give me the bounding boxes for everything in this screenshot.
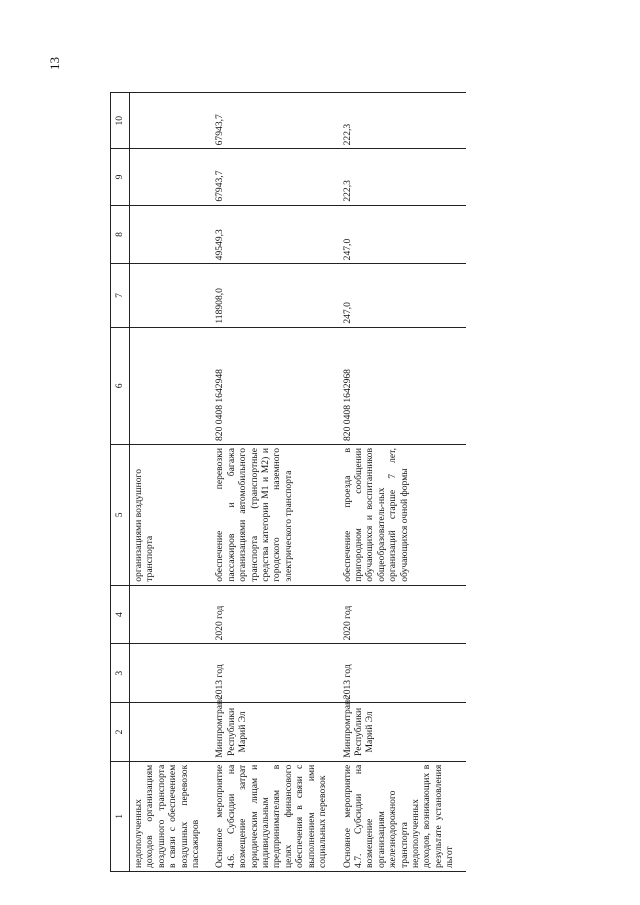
value-cell-col9: 222,3 <box>339 149 466 205</box>
budget-code-cell: 820 0408 1642968 <box>339 327 466 444</box>
value-cell-col7 <box>130 264 212 327</box>
expected-result-cell: обеспечение проезда в пригородном сообщении обучающихся и воспитанников общеобразователь-ных организаций старше 7 лет, обучающихся очной формы <box>339 444 466 585</box>
table-header-row <box>111 93 130 872</box>
value-cell-col8 <box>130 205 212 264</box>
start-year-cell: 2013 год <box>211 644 338 703</box>
end-year-cell <box>130 585 212 644</box>
program-table <box>110 92 466 872</box>
end-year-cell: 2020 год <box>339 585 466 644</box>
column-header: 4 <box>111 585 130 644</box>
end-year-cell: 2020 год <box>211 585 338 644</box>
value-cell-col9: 67943,7 <box>211 149 338 205</box>
budget-code-cell: 820 0408 1642948 <box>211 327 338 444</box>
value-cell-col10 <box>130 93 212 149</box>
measure-name-cell: Основное мероприятие 4.7. Субсидии на возмещение организациям железнодорожного транспорта недополученных доходов, возникающих в результате установления льгот <box>339 761 466 871</box>
value-cell-col9 <box>130 149 212 205</box>
column-header: 2 <box>111 703 130 762</box>
budget-code-cell <box>130 327 212 444</box>
column-header: 5 <box>111 444 130 585</box>
column-header: 7 <box>111 264 130 327</box>
column-header: 6 <box>111 327 130 444</box>
measure-name-cell: недополученных доходов организациям воздушного транспорта в связи с обеспечением воздушных перевозок пассажиров <box>130 761 212 871</box>
expected-result-cell: организациями воздушного транспорта <box>130 444 212 585</box>
table-row <box>211 93 338 872</box>
start-year-cell: 2013 год <box>339 644 466 703</box>
column-header: 9 <box>111 149 130 205</box>
column-header: 3 <box>111 644 130 703</box>
measure-name-cell: Основное мероприятие 4.6. Субсидии на возмещение затрат юридическим лицам и индивидуальным предпринимателям в целях финансового обеспечения в связи с выполнением ими социальных перевозок <box>211 761 338 871</box>
executor-cell: Минпромтранс Республики Марий Эл <box>211 703 338 762</box>
value-cell-col10: 222,3 <box>339 93 466 149</box>
column-header: 1 <box>111 761 130 871</box>
rotated-table-container <box>110 92 580 872</box>
value-cell-col10: 67943,7 <box>211 93 338 149</box>
column-header: 10 <box>111 93 130 149</box>
executor-cell <box>130 703 212 762</box>
value-cell-col8: 49549,3 <box>211 205 338 264</box>
expected-result-cell: обеспечение перевозки пассажиров и багажа организациями автомобильного транспорта (транспортные средства категории М1 и М2) и городского наземного электрического транспорта <box>211 444 338 585</box>
column-header: 8 <box>111 205 130 264</box>
value-cell-col7: 118908,0 <box>211 264 338 327</box>
value-cell-col7: 247,0 <box>339 264 466 327</box>
executor-cell: Минпромтранс Республики Марий Эл <box>339 703 466 762</box>
table-row <box>130 93 212 872</box>
table-row <box>339 93 466 872</box>
value-cell-col8: 247,0 <box>339 205 466 264</box>
page-number: 13 <box>47 57 62 70</box>
start-year-cell <box>130 644 212 703</box>
